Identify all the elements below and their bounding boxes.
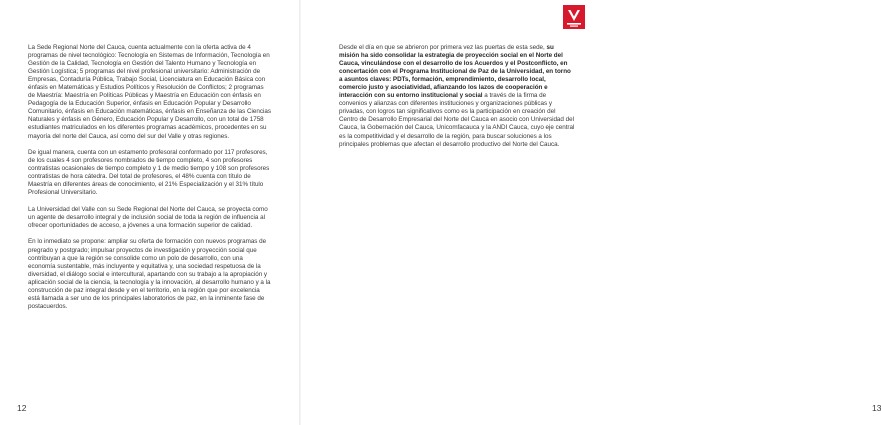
mission-rest: a través de la firma de convenios y alianzas con diferentes instituciones y organizaciones públicas y privadas, con logros tan significativos como es la participación en creación del Centro de Desarrollo Empresarial del Norte del Cauca en asocio con Universidad del Cauca, la Gobernación del Cauca, Unicomfacauca y la ANDI Cauca, cuyo eje central es la competitividad y el desarrollo de la región, para buscar soluciones a los principales problemas que afectan el desarrollo productivo del Norte del Cauca. — [339, 92, 575, 148]
univalle-logo-icon — [563, 5, 585, 29]
paragraph-proposal: En lo inmediato se propone: ampliar su oferta de formación con nuevos programas de pregrado y postgrado; impulsar proyectos de investigación y proyección social que contribuyan a que la región se consolide como un polo de desarrollo, con una economía sustentable, más incluyente y equitativa y, una sociedad respetuosa de la diversidad, el diálogo social e intercultural, apartando con su trabajo a la apropiación y aplicación social de la ciencia, la tecnología y la innovación, al desarrollo humano y a la construcción de paz integral desde y en el territorio, en la región que por excelencia está llamada a ser uno de los principales laboratorios de paz, en la inminente fase de postacuerdos. — [28, 238, 271, 310]
paragraph-projection: La Universidad del Valle con su Sede Regional del Norte del Cauca, se proyecta como un agente de desarrollo integral y de inclusión social de toda la región de influencia al ofrecer oportunidades de acceso, a jóvenes a una formación superior de calidad. — [28, 205, 268, 229]
mission-intro: Desde el día en que se abrieron por primera vez las puertas de esta sede, — [339, 44, 547, 51]
paragraph-faculty: De igual manera, cuenta con un estamento profesoral conformado por 117 profesores, de los cuales 4 son profesores nombrados de tiempo completo, 4 son profesores contratistas ocasionales de tiempo completo y 1 de medio tiempo y 108 son profesores contratistas de hora cátedra. Del total de profesores, el 48% cuenta con título de Maestría en diferentes áreas de conocimiento, el 21% Especialización y el 31% título Profesional Universitario. — [28, 149, 270, 197]
page-number-left: 12 — [17, 403, 27, 413]
left-text-column — [28, 44, 271, 319]
page-number-right: 13 — [872, 403, 881, 413]
left-page — [0, 0, 300, 425]
paragraph-programs: La Sede Regional Norte del Cauca, cuenta actualmente con la oferta activa de 4 programas de nivel tecnológico: Tecnología en Sistemas de Información, Tecnología en Gestión de la Calidad, Tecnología en Gestión del Talento Humano y Tecnología en Gestión Logística; 5 programas del nivel profesional universitario: Administración de Empresas, Contaduría Pública, Trabajo Social, Licenciatura en Educación Básica con énfasis en Matemáticas y Estudios Políticos y Resolución de Conflictos; 2 programas de Maestría: Maestría en Políticas Públicas y Maestría en Educación con énfasis en Pedagogía de la Educación Superior, énfasis en Educación Popular y Desarrollo Comunitario, énfasis en Educación matemáticas, énfasis en Enseñanza de las Ciencias Naturales y énfasis en Género, Educación Popular y Desarrollo, con un total de 1758 estudiantes matriculados en los diferentes programas académicos, procedentes en su mayoría del norte del Cauca, así como del sur del Valle y otras regiones. — [28, 44, 272, 140]
paragraph-mission — [339, 44, 575, 149]
right-text-column — [339, 44, 575, 157]
mission-bold-text: su misión ha sido consolidar la estrategia de proyección social en el Norte del Cauca, vinculándose con el desarrollo de los Acuerdos y el Postconflicto, en concertación con el Programa Institucional de Paz de la Universidad, en torno a asuntos claves: PDTs, formación, emprendimiento, desarrollo local, comercio justo y asociatividad, afianzando los lazos de cooperación e interacción con su entorno institucional y social — [339, 44, 571, 100]
